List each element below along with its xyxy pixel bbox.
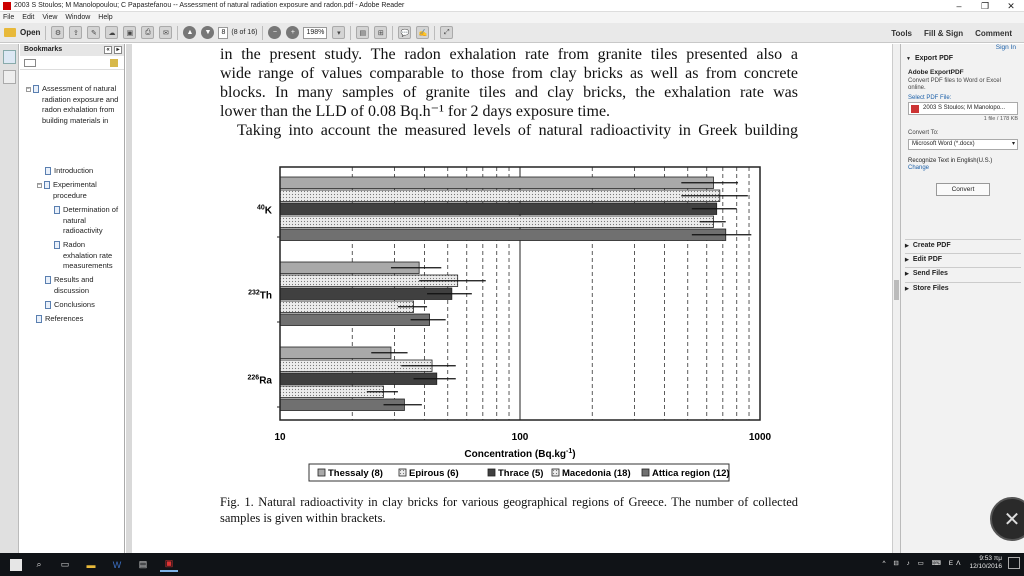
bookmarks-header: [20, 44, 124, 56]
bookmark-item-results[interactable]: [45, 275, 121, 296]
toolbar-separator: [262, 26, 263, 40]
bar: [280, 203, 717, 215]
export-pdf-title: Export PDF: [914, 55, 954, 62]
email-icon[interactable]: ✉: [159, 26, 172, 39]
collapse-panel-icon[interactable]: «: [104, 46, 112, 54]
select-file-label: Select PDF File:: [908, 95, 952, 101]
bookmarks-icon[interactable]: [3, 50, 16, 64]
page-number-input[interactable]: 8: [218, 27, 228, 39]
bookmark-icon: [54, 206, 60, 214]
menu-edit[interactable]: Edit: [22, 14, 35, 21]
expand-arrow-icon: ▶: [905, 257, 909, 263]
fit-width-icon[interactable]: ⊞: [374, 26, 387, 39]
next-page-icon[interactable]: ▼: [201, 26, 214, 39]
clock-date: 12/10/2016: [969, 563, 1002, 570]
section-label: Send Files: [912, 270, 948, 277]
bookmark-label: References: [45, 314, 84, 323]
bookmarks-title: Bookmarks: [24, 46, 63, 53]
menu-file[interactable]: File: [3, 14, 15, 21]
section-label: Store Files: [912, 285, 949, 292]
store-files-section[interactable]: [905, 285, 949, 292]
scrollbar-thumb[interactable]: [894, 280, 899, 300]
chart-bars: [280, 177, 751, 411]
legend-label: Epirous (6): [409, 468, 459, 479]
bookmarks-tools: [20, 56, 124, 70]
vertical-scrollbar[interactable]: [892, 44, 900, 553]
clock[interactable]: [969, 555, 1002, 571]
convert-to-select[interactable]: [908, 139, 1018, 150]
x-tick-label: 10: [274, 432, 286, 443]
bookmark-label: Conclusions: [54, 300, 95, 309]
taskbar: [0, 553, 1024, 576]
task-view-icon[interactable]: ▭: [60, 559, 70, 569]
bookmarks-panel: [20, 44, 125, 553]
notifications-icon[interactable]: [1008, 557, 1020, 569]
close-button[interactable]: ✕: [1007, 1, 1015, 11]
category-labels: [248, 205, 273, 387]
zoom-out-icon[interactable]: −: [268, 26, 281, 39]
bar: [280, 288, 452, 300]
bookmark-label: Determination of natural radioactivity: [63, 205, 119, 235]
toolbar-separator: [434, 26, 435, 40]
sign-in-link[interactable]: Sign In: [995, 44, 1016, 51]
legend-label: Macedonia (18): [562, 468, 631, 479]
text-line: lower than the LLD of 0.08 Bq.h⁻¹ for 2 days exposure time.: [220, 103, 611, 120]
category-label: $^{232}$Th: [248, 289, 272, 302]
dropdown-arrow-icon: ▾: [1011, 141, 1015, 147]
x-axis-label: Concentration $(Bq.kg^{-1})$: [464, 448, 576, 460]
bookmark-label: Radon exhalation rate measurements: [63, 240, 113, 270]
bookmark-label: Results and discussion: [54, 275, 94, 295]
file-count: 1 file / 178 KB: [983, 116, 1018, 122]
toolbar-separator: [392, 26, 393, 40]
send-files-section[interactable]: [905, 270, 948, 277]
convert-button[interactable]: Convert: [936, 183, 990, 196]
bar: [280, 314, 430, 326]
open-label: Open: [20, 28, 41, 37]
x-tick-label: 100: [511, 432, 529, 443]
export-pdf-header[interactable]: [906, 55, 953, 62]
export-pdf-panel: [905, 69, 1021, 229]
bookmark-item-experimental[interactable]: [37, 180, 121, 201]
edit-pdf-section[interactable]: [905, 256, 942, 263]
divider: [905, 282, 1021, 283]
fit-page-icon[interactable]: ▤: [356, 26, 369, 39]
menu-view[interactable]: View: [42, 14, 58, 21]
restore-button[interactable]: ❐: [980, 1, 990, 11]
figure-caption: Fig. 1. Natural radioactivity in clay bricks for various geographical regions of Greece. The number of collected samples is given within brackets.: [220, 495, 798, 525]
bar: [280, 190, 720, 202]
sign-icon[interactable]: ✍: [416, 26, 429, 39]
touch-keyboard-icon[interactable]: ✕: [990, 497, 1024, 541]
create-pdf-section[interactable]: [905, 242, 951, 249]
expand-arrow-icon: ▼: [906, 56, 911, 62]
page-count: (8 of 16): [231, 29, 258, 36]
bookmark-item-conclusions[interactable]: [45, 300, 121, 311]
section-label: Edit PDF: [912, 256, 943, 263]
bookmark-item-introduction[interactable]: [45, 166, 121, 177]
expand-arrow-icon: ▶: [905, 243, 909, 249]
category-label: $^{40}$K: [256, 204, 272, 217]
tools-button[interactable]: Tools: [891, 28, 912, 38]
window-title: 2003 S Stoulos; M Manolopoulou; C Papastefanou -- Assessment of natural radiation exposure and radon.pdf - Adobe Reader: [14, 2, 405, 9]
zoom-in-icon[interactable]: +: [286, 26, 299, 39]
convert-to-label: Convert To:: [908, 130, 939, 136]
bookmark-icon: [45, 301, 51, 309]
legend-swatch: [399, 469, 406, 476]
bookmark-item-title[interactable]: [26, 84, 121, 126]
body-paragraph: [220, 45, 798, 140]
search-icon[interactable]: ⌕: [36, 559, 42, 569]
category-label: $^{226}$Ra: [247, 374, 272, 387]
zoom-level-input[interactable]: 198%: [303, 27, 327, 39]
document-icon[interactable]: ▤: [138, 559, 148, 569]
tools-pane: [900, 44, 1024, 553]
bookmark-label: Introduction: [54, 166, 94, 175]
divider: [905, 253, 1021, 254]
menu-help[interactable]: Help: [98, 14, 113, 21]
comment-icon[interactable]: 💬: [398, 26, 411, 39]
bar: [280, 301, 414, 313]
change-language-link[interactable]: Change: [908, 165, 930, 171]
bookmark-item-determination[interactable]: [54, 205, 121, 237]
bookmark-label: Experimental procedure: [53, 180, 97, 200]
toolbar-separator: [177, 26, 178, 40]
collapse-toggle[interactable]: −: [27, 86, 30, 92]
selected-file-field[interactable]: [908, 102, 1018, 115]
system-tray: [882, 555, 1020, 571]
bookmark-item-references[interactable]: [36, 314, 121, 325]
text-line: wide range of values comparable to those from clay bricks as well as from concrete: [220, 65, 798, 82]
bookmark-icon: [33, 85, 39, 93]
bookmark-label: Assessment of natural radiation exposure and radon exhalation from building materials in: [42, 84, 119, 125]
export-icon[interactable]: ⇪: [69, 26, 82, 39]
convert-to-value: Microsoft Word (*.docx): [912, 141, 975, 147]
open-button[interactable]: [4, 28, 40, 37]
service-description: Convert PDF files to Word or Excel online.: [908, 78, 1001, 91]
file-explorer-icon[interactable]: ▬: [86, 559, 96, 570]
attachments-icon[interactable]: [3, 70, 16, 84]
folder-icon: [4, 28, 16, 37]
bookmark-icon: [45, 276, 51, 284]
title-bar: [0, 0, 1024, 12]
pdf-file-icon: [911, 105, 919, 113]
expand-arrow-icon: ▶: [905, 271, 909, 277]
text-line: in the present study. The radon exhalation rate from granite tiles presented also a: [220, 46, 798, 63]
bar: [280, 373, 437, 385]
concentration-chart: [132, 154, 892, 494]
navigation-rail: [0, 44, 19, 553]
adobe-reader-taskbar-icon[interactable]: ▣: [160, 558, 178, 572]
service-title: Adobe ExportPDF: [908, 69, 964, 76]
panel-menu-icon[interactable]: ▸: [114, 46, 122, 54]
bookmark-icon: [45, 167, 51, 175]
bookmark-icon: [44, 181, 50, 189]
bar: [280, 216, 713, 228]
file-name: 2003 S Stoulos; M Manolopo...: [923, 105, 1006, 111]
x-tick-label: 1000: [748, 432, 772, 443]
cloud-icon[interactable]: ☁: [105, 26, 118, 39]
save-icon[interactable]: ▣: [123, 26, 136, 39]
text-line: Taking into account the measured levels of natural radioactivity in Greek building: [237, 122, 798, 139]
recognize-text-label: Recognize Text in English(U.S.): [908, 158, 993, 164]
expand-arrow-icon: ▶: [905, 286, 909, 292]
divider: [905, 267, 1021, 268]
legend-swatch: [642, 469, 649, 476]
bookmark-icon: [36, 315, 42, 323]
create-pdf-icon[interactable]: ⚙: [51, 26, 64, 39]
bar: [280, 177, 713, 189]
zoom-dropdown-icon[interactable]: ▾: [332, 26, 345, 39]
toolbar-separator: [350, 26, 351, 40]
menu-window[interactable]: Window: [65, 14, 91, 21]
clock-time: 9:53 πμ: [979, 555, 1002, 562]
toolbar-separator: [45, 26, 46, 40]
divider: [905, 239, 1021, 240]
options-icon[interactable]: [24, 59, 36, 67]
comment-button[interactable]: Comment: [975, 28, 1012, 38]
chart-legend: [309, 464, 730, 481]
word-icon[interactable]: W: [112, 559, 122, 570]
bar: [280, 229, 726, 241]
collapse-toggle[interactable]: −: [38, 182, 41, 188]
bookmark-item-radon[interactable]: [54, 240, 121, 272]
legend-swatch: [318, 469, 325, 476]
pdf-page: [132, 44, 892, 553]
previous-page-icon[interactable]: ▲: [183, 26, 196, 39]
fill-sign-button[interactable]: Fill & Sign: [924, 28, 964, 38]
text-line: blocks. In many samples of granite tiles and clay bricks, the exhalation rate was: [220, 84, 798, 101]
print-icon[interactable]: ⎙: [141, 26, 154, 39]
legend-label: Thrace (5): [498, 468, 544, 479]
window-controls: [946, 0, 1024, 12]
legend-label: Attica region (12): [652, 468, 730, 479]
toolbar: [0, 23, 1024, 43]
bookmark-icon: [54, 241, 60, 249]
panel-controls: [102, 46, 122, 54]
legend-swatch: [488, 469, 495, 476]
section-label: Create PDF: [912, 242, 951, 249]
start-icon[interactable]: [10, 559, 22, 571]
minimize-button[interactable]: –: [956, 1, 962, 11]
adobe-reader-icon: [3, 2, 11, 10]
document-view[interactable]: [132, 44, 892, 553]
menu-bar: [0, 12, 1024, 23]
tray-icons[interactable]: ^ ⊟ ♪ ▭ ⌨ EΛ: [882, 560, 964, 567]
legend-swatch: [552, 469, 559, 476]
toolbar-right: [891, 23, 1024, 43]
delete-bookmark-icon[interactable]: [110, 59, 118, 67]
full-screen-icon[interactable]: ⤢: [440, 26, 453, 39]
edit-icon[interactable]: ✎: [87, 26, 100, 39]
legend-label: Thessaly (8): [328, 468, 383, 479]
